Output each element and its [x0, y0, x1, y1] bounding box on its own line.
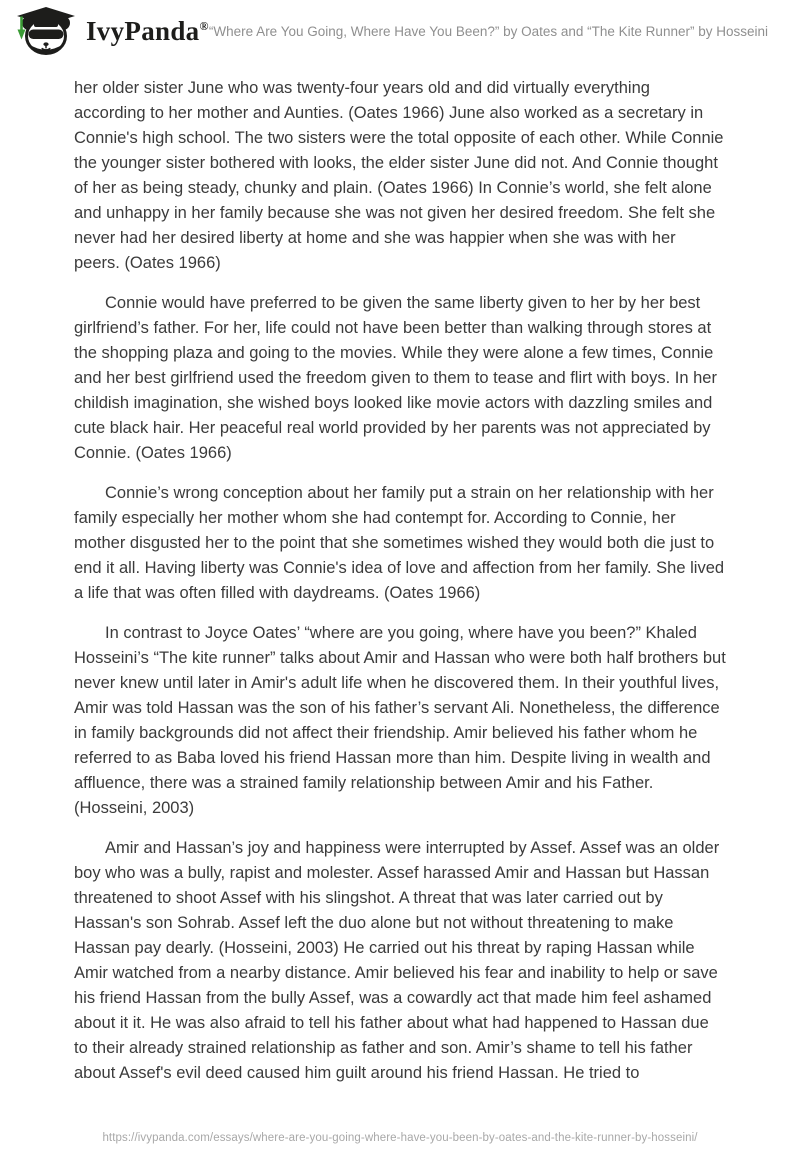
- panda-graduation-cap-icon: [14, 5, 78, 57]
- paragraph: Connie’s wrong conception about her family put a strain on her relationship with her family especially her mother whom she had contempt for. According to Connie, her mother disgusted her to the point that she sometimes wished they would both die just to end it all. Having liberty was Connie's idea of love and affection from her family. She lived a life that was often filled with daydreams. (Oates 1966): [74, 484, 725, 602]
- ivypanda-logo: [14, 5, 209, 57]
- paragraph: Amir and Hassan’s joy and happiness were interrupted by Assef. Assef was an older boy who was a bully, rapist and molester. Assef harassed Amir and Hassan but Hassan threatened to shoot Assef with his slingshot. A threat that was later carried out by Hassan's son Sohrab. Assef left the duo alone but not without threatening to make Hassan pay dearly. (Hosseini, 2003) He carried out his threat by raping Hassan while Amir watched from a nearby distance. Amir believed his fear and inability to help or save his friend Hassan from the bully Assef, was a cowardly act that made him feel ashamed about it it. He was also afraid to tell his father about what had happened to Hassan due to their already strained relationship as father and son. Amir’s shame to tell his father about Assef's evil deed caused him guilt around his friend Hassan. He tried to: [74, 839, 720, 1082]
- registered-mark: ®: [199, 18, 209, 33]
- paragraph: her older sister June who was twenty-four years old and did virtually everything according to her mother and Aunties. (Oates 1966) June also worked as a secretary in Connie's high school. The two sisters were the total opposite of each other. While Connie the younger sister bothered with looks, the elder sister June did not. And Connie thought of her as being steady, chunky and plain. (Oates 1966) In Connie’s world, she felt alone and unhappy in her family because she was not given her desired freedom. She felt she never had her desired liberty at home and she was happier when she was with her peers. (Oates 1966): [74, 79, 724, 272]
- paragraph: In contrast to Joyce Oates’ “where are you going, where have you been?” Khaled Hosseini’s “The kite runner” talks about Amir and Hassan who were both half brothers but never knew until later in Amir's adult life when he discovered them. In their youthful lives, Amir was told Hassan was the son of his father’s servant Ali. Nonetheless, the difference in family backgrounds did not affect their friendship. Amir believed his father whom he referred to as Baba loved his friend Hassan more than him. Despite living in wealth and affluence, there was a strained family relationship between Amir and his Father. (Hosseini, 2003): [74, 624, 726, 817]
- source-url-link[interactable]: https://ivypanda.com/essays/where-are-you-going-where-have-you-been-by-oates-and-the-kite-runner-by-hosseini/: [102, 1132, 698, 1144]
- page-title: “Where Are You Going, Where Have You Been?” by Oates and “The Kite Runner” by Hosseini: [208, 23, 768, 39]
- essay-body: [74, 76, 726, 1086]
- brand-name: [86, 15, 209, 46]
- brand-text: IvyPanda: [86, 15, 200, 46]
- page-footer: [0, 1128, 800, 1146]
- paragraph: Connie would have preferred to be given the same liberty given to her by her best girlfriend’s father. For her, life could not have been better than walking through stores at the shopping plaza and going to the movies. While they were alone a few times, Connie and her best girlfriend used the freedom given to them to tease and flirt with boys. In her childish imagination, she wished boys looked like movie actors with dazzling smiles and cute black hair. Her peaceful real world provided by her parents was not appreciated by Connie. (Oates 1966): [74, 294, 717, 462]
- page-header: [0, 0, 800, 62]
